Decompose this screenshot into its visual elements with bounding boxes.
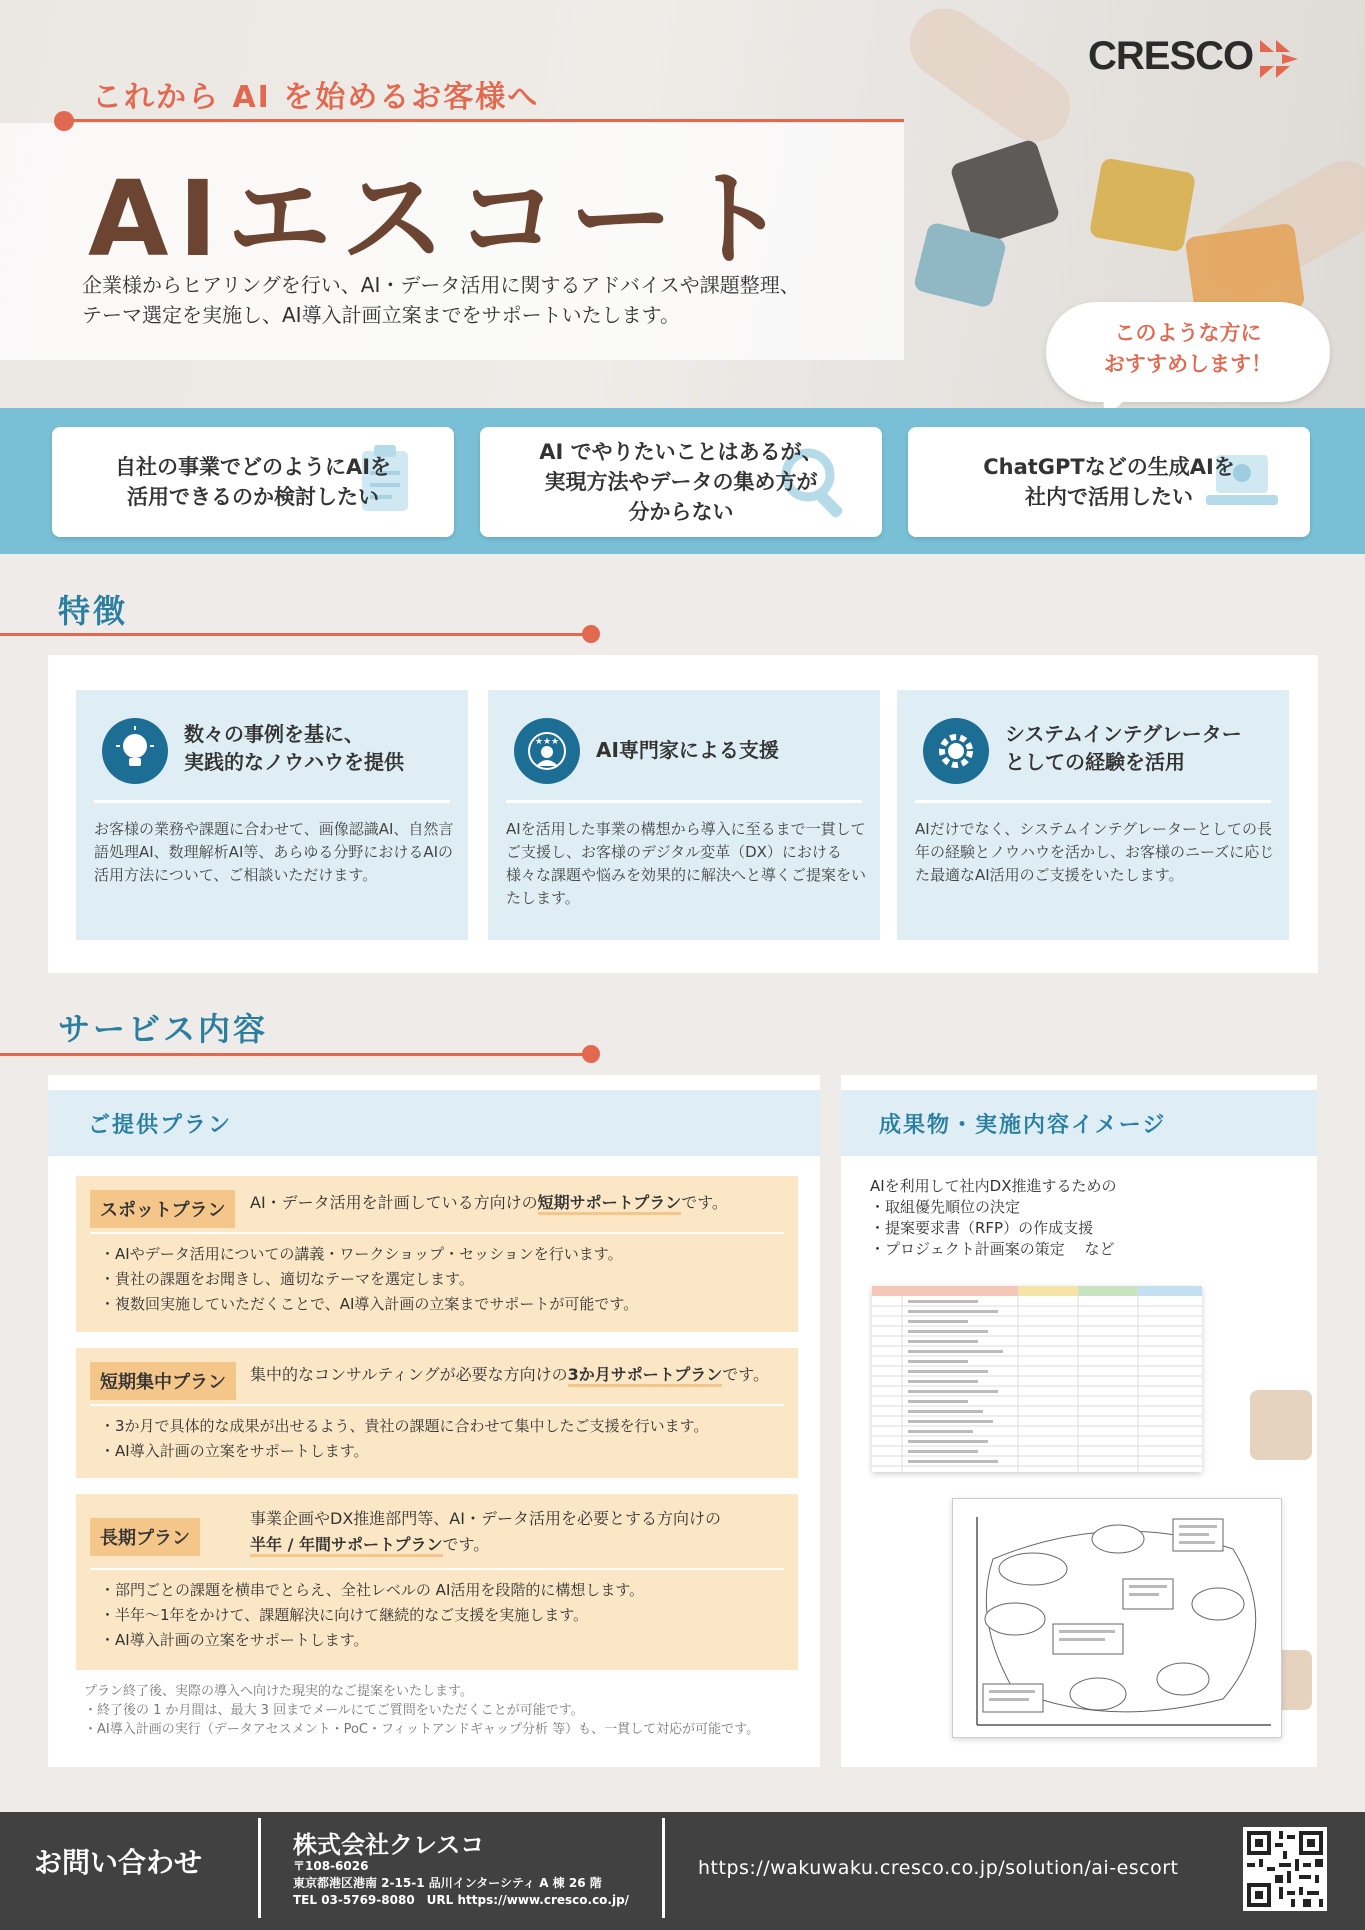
feature-title: システムインテグレーター としての経験を活用 xyxy=(1005,722,1242,774)
feature-card xyxy=(76,690,468,940)
hero-lead: 企業様からヒアリングを行い、AI・データ活用に関するアドバイスや課題整理、 テーマ選定を実施し、AI導入計画立案までをサポートいたします。 xyxy=(82,273,800,327)
output-header xyxy=(841,1090,1317,1156)
service-url-link[interactable]: https://wakuwaku.cresco.co.jp/solution/ai-escort xyxy=(698,1857,1179,1879)
recommend-text: 自社の事業でどのようにAIを 活用できるのか検討したい xyxy=(114,455,392,509)
company-address: 〒108-6026 東京都港区港南 2-15-1 品川インターシティ A 棟 26 階 TEL 03-5769-8080 URL https://www.cresco.co.jp/ xyxy=(293,1859,630,1907)
feature-card xyxy=(897,690,1289,940)
plan-card-long xyxy=(76,1494,798,1670)
plan-name: 長期プラン xyxy=(90,1518,200,1556)
contact-label: お問い合わせ xyxy=(34,1846,203,1879)
map-thumbnail xyxy=(953,1499,1283,1739)
table-thumbnail xyxy=(872,1286,1202,1472)
services-heading: サービス内容 xyxy=(58,1010,269,1048)
deliverable-map-image xyxy=(952,1498,1282,1738)
plans-header xyxy=(48,1090,820,1156)
recommend-card xyxy=(52,427,454,537)
decor-block xyxy=(1250,1390,1312,1460)
feature-desc: AIだけでなく、システムインテグレーターとしての長年の経験とノウハウを活かし、お客様のニーズに応じた最適なAI活用のご支援をいたします。 xyxy=(915,820,1275,884)
plan-notes: プラン終了後、実際の導入へ向けた現実的なご提案をいたします。 ・終了後の 1 か月間は、最大 3 回までメールにてご質問をいただくことが可能です。 ・AI導入計画の実行（データアセスメント・PoC・フィットアンドギャップ分析 等）も、一貫して対応が可能です。 xyxy=(84,1684,760,1737)
svg-text:★★★: ★★★ xyxy=(534,737,560,747)
company-name: 株式会社クレスコ xyxy=(293,1831,485,1859)
output-description: AIを利用して社内DX推進するための ・取組優先順位の決定 ・提案要求書（RFP）の作成支援 ・プロジェクト計画案の策定 など xyxy=(870,1177,1117,1258)
recommend-text: AI でやりたいことはあるが、 実現方法やデータの集め方が 分からない xyxy=(539,440,823,524)
feature-title: AI専門家による支援 xyxy=(596,738,779,762)
plan-bullets: ・ 部門ごとの課題を横串でとらえ、全社レベルの AI活用を段階的に構想します。 ・ 半年～1年をかけて、課題解決に向けて継続的なご支援を実施します。 ・ AI導入計画の立案をサポートします。 xyxy=(100,1578,784,1653)
plan-card-spot xyxy=(76,1176,798,1332)
qr-code[interactable] xyxy=(1243,1827,1327,1911)
feature-desc: AIを活用した事業の構想から導入に至るまで一貫してご支援し、お客様のデジタル変革（DX）における様々な課題や悩みを効果的に解決へと導くご提案をいたします。 xyxy=(506,820,867,907)
recommend-card xyxy=(480,427,882,537)
features-heading: 特徴 xyxy=(58,592,129,630)
plan-name: 短期集中プラン xyxy=(90,1362,236,1400)
logo-mark-icon xyxy=(1252,36,1302,82)
company-logo: CRESCO xyxy=(1088,34,1254,78)
qr-code-icon xyxy=(1243,1827,1327,1911)
plan-desc: 事業企画やDX推進部門等、AI・データ活用を必要とする方向けの 半年 / 年間サポートプランです。 xyxy=(250,1506,784,1558)
plan-name: スポットプラン xyxy=(90,1190,235,1228)
expert-icon xyxy=(514,718,580,784)
feature-desc: お客様の業務や課題に合わせて、画像認識AI、自然言語処理AI、数理解析AI等、あらゆる分野におけるAIの活用方法について、ご相談いただけます。 xyxy=(94,820,454,884)
recommend-text: ChatGPTなどの生成AIを 社内で活用したい xyxy=(983,455,1235,509)
plan-bullets: ・ 3か月で具体的な成果が出せるよう、貴社の課題に合わせて集中したご支援を行います。 ・ AI導入計画の立案をサポートします。 xyxy=(100,1414,784,1464)
plan-bullets: ・ AIやデータ活用についての講義・ワークショップ・セッションを行います。 ・ 貴社の課題をお聞きし、適切なテーマを選定します。 ・ 複数回実施していただくことで、AI導入計画の立案までサポートが可能です。 xyxy=(100,1242,784,1317)
puzzle-piece xyxy=(1089,157,1196,252)
plan-desc: AI・データ活用を計画している方向けの短期サポートプランです。 xyxy=(250,1190,784,1216)
deliverable-table-image xyxy=(872,1286,1202,1472)
plan-card-short xyxy=(76,1348,798,1478)
recommend-card xyxy=(908,427,1310,537)
plan-desc: 集中的なコンサルティングが必要な方向けの3か月サポートプランです。 xyxy=(250,1362,784,1388)
page-title: AIエスコート xyxy=(88,158,798,280)
hero-tagline: これから AI を始めるお客様へ xyxy=(92,80,540,115)
recommend-bubble-text: このような方に おすすめします！ xyxy=(1103,321,1273,376)
lightbulb-icon xyxy=(102,718,168,784)
output-title: 成果物・実施内容イメージ xyxy=(879,1113,1167,1138)
plans-title: ご提供プラン xyxy=(88,1113,233,1138)
feature-title: 数々の事例を基に、 実践的なノウハウを提供 xyxy=(184,722,404,774)
gear-icon xyxy=(923,718,989,784)
feature-card xyxy=(488,690,880,940)
